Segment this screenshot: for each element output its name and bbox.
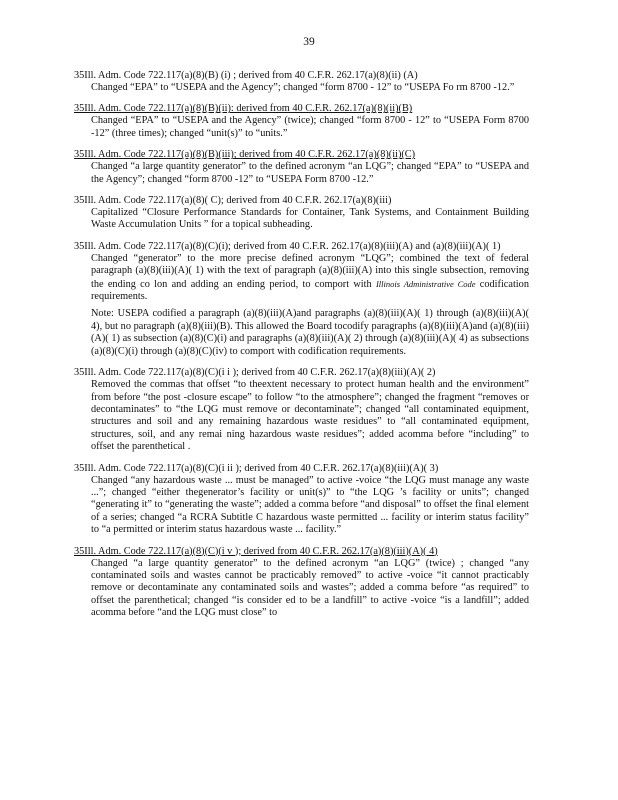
- entry-description: Changed “EPA” to “USEPA and the Agency” (twice); changed “form 8700 - 12” to “USEPA Form 8700 -12” (three times); changed “unit(s)” to “units.”: [91, 115, 529, 139]
- derivation-entry: [74, 241, 529, 358]
- document-body: [74, 70, 529, 629]
- entry-citation: 35Ill. Adm. Code 722.117(a)(8)(C)(i); derived from 40 C.F.R. 262.17(a)(8)(iii)(A) and (a)(8)(iii)(A)( 1): [74, 240, 501, 252]
- derivation-entry: [74, 70, 529, 94]
- entry-note: Note: USEPA codified a paragraph (a)(8)(iii)(A)and paragraphs (a)(8)(iii)(A)( 1) through (a)(8)(iii)(A)( 4), but no paragraph (a)(8)(iii)(B). This allowed the Board tocodify paragraphs (a)(8)(iii)(A)and (a)(8)(iii)(A)( 1) as subsection (a)(8)(C)(i) and paragraphs (a)(8)(iii)(A)( 2) through (a)(8)(iii)(A)( 4) as subsections (a)(8)(C)(i) through (a)(8)(C)(iv) to comport with codification requirements.: [91, 308, 529, 357]
- entry-citation: 35Ill. Adm. Code 722.117(a)(8)(B) (i) ; derived from 40 C.F.R. 262.17(a)(8)(ii) (A): [74, 70, 418, 81]
- page-number: 39: [303, 36, 315, 48]
- entry-description-text-end: codification requirements.: [91, 278, 529, 303]
- entry-citation: 35Ill. Adm. Code 722.117(a)(8)(C)(i ii ); derived from 40 C.F.R. 262.17(a)(8)(iii)(A)( 3): [74, 462, 439, 474]
- derivation-entry: [74, 195, 529, 232]
- entry-description: Changed “EPA” to “USEPA and the Agency”; changed “form 8700 - 12” to “USEPA Fo rm 8700 -12.”: [91, 82, 515, 93]
- entry-description: Removed the commas that offset “to theextent necessary to protect human health and the environment” from before “the post -closure escape” to follow “to the atmosphere”; changed the fragment “removes or decontaminates” to “the LQG must remove or decontaminate”; changed “all contaminated equipment, structures and soil and any remaining hazardous waste residues” to “all contaminated equipment, structures, soil, and any remai ning hazardous waste residues”; added acomma before “including” to offset the parenthetical .: [91, 379, 529, 453]
- entry-description: Changed “a large quantity generator” to the defined acronym “an LQG” (twice) ; changed “any contaminated soils and wastes cannot be practicably removed” to active -voice “it cannot practicably remove or decontaminate any contaminated soils and wastes”; added a comma before “as required” to offset the parenthetical; changed “is consider ed to be a landfill” to active -voice “is a landfill”; added acomma before “and the LQG must close” to: [91, 557, 529, 619]
- derivation-entry: [74, 463, 529, 537]
- entry-citation: 35Ill. Adm. Code 722.117(a)(8)(C)(i i ); derived from 40 C.F.R. 262.17(a)(8)(iii)(A)( 2): [74, 367, 436, 379]
- entry-citation: 35Ill. Adm. Code 722.117(a)(8)(C)(i v ); derived from 40 C.F.R. 262.17(a)(8)(iii)(A)( 4): [74, 545, 438, 557]
- derivation-entry: [74, 149, 529, 186]
- entry-citation: 35Ill. Adm. Code 722.117(a)(8)(B)(iii); derived from 40 C.F.R. 262.17(a)(8)(ii)(C): [74, 149, 416, 161]
- derivation-entry: [74, 103, 529, 140]
- entry-description: Changed “a large quantity generator” to the defined acronym “an LQG”; changed “EPA” to “USEPA and the Agency”; changed “form 8700 -12” to “USEPA Form 8700 -12.”: [91, 161, 529, 185]
- entry-description: Capitalized “Closure Performance Standards for Container, Tank Systems, and Containment Building Waste Accumulation Units ” for a topical subheading.: [91, 207, 529, 231]
- entry-citation: 35Ill. Adm. Code 722.117(a)(8)(B)(ii): derived from 40 C.F.R. 262.17(a)(8)(ii)(B): [74, 103, 413, 115]
- entry-description: [91, 253, 529, 304]
- entry-description-text: Changed “generator” to the more precise defined acronym “LQG”; combined the text of federal paragraph (a)(8)(iii)(A)( 1) with the text of paragraph (a)(8)(iii)(A) into this single subsection, removing the ending co lon and adding an ending period, to comport with: [91, 252, 529, 290]
- entry-description: Changed “any hazardous waste ... must be managed” to active -voice “the LQG must manage any waste ...”; changed “either thegenerator’s facility or unit(s)” to “the LQG ’s facility or units”; changed “generating it” to “generating the waste”; added a comma before “and disposal” to offset the final element of a series; changed “a RCRA Subtitle C hazardous waste permitted ... facility or interim status facility” to “a permitted or interim status hazardous waste ... facility.”: [91, 474, 529, 536]
- derivation-entry: [74, 367, 529, 453]
- entry-description-italic: Illinois Administrative Code: [375, 278, 476, 289]
- entry-citation: 35Ill. Adm. Code 722.117(a)(8)( C); derived from 40 C.F.R. 262.17(a)(8)(iii): [74, 195, 392, 207]
- derivation-entry: [74, 546, 529, 620]
